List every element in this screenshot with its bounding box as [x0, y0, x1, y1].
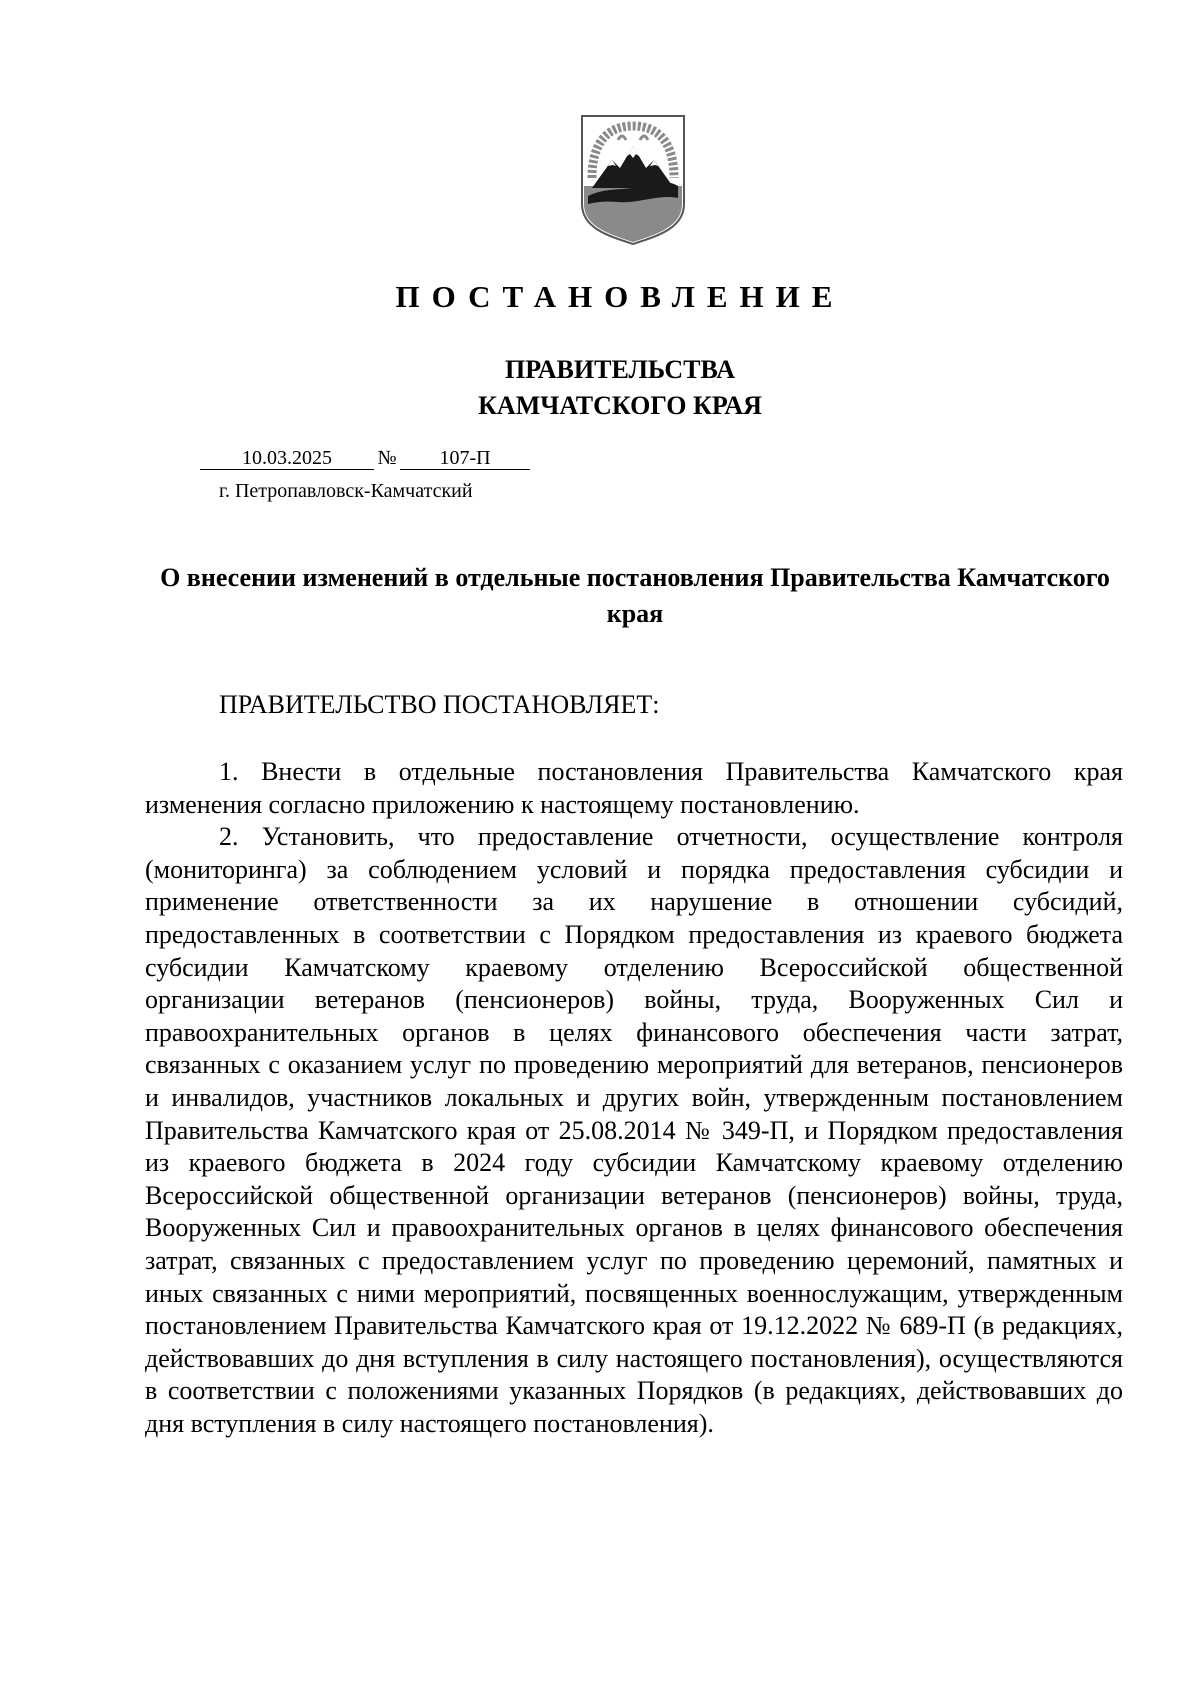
decree-call: ПРАВИТЕЛЬСТВО ПОСТАНОВЛЯЕТ:	[219, 690, 660, 719]
document-subject: О внесении изменений в отдельные постановления Правительства Камчатского края	[160, 563, 1110, 628]
document-city: г. Петропавловск-Камчатский	[219, 480, 473, 502]
authority-line-2: КАМЧАТСКОГО КРАЯ	[478, 391, 762, 420]
document-number: 107-П	[400, 447, 530, 470]
date-number-line	[200, 447, 530, 470]
document-body	[145, 756, 1123, 1440]
body-paragraph: 2. Установить, что предоставление отчетности, осуществление контроля (мониторинга) за соблюдением условий и порядка предоставления субсидии и применение ответственности за их нарушение в отношении субсидий, предоставленных в соответствии с Порядком предоставления из краевого бюджета субсидии Камчатскому краевому отделению Всероссийской общественной организации ветеранов (пенсионеров) войны, труда, Вооруженных Сил и правоохранительных органов в целях финансового обеспечения части затрат, связанных с оказанием услуг по проведению мероприятий для ветеранов, пенсионеров и инвалидов, участников локальных и других войн, утвержденным постановлением Правительства Камчатского края от 25.08.2014 № 349-П, и Порядком предоставления из краевого бюджета в 2024 году субсидии Камчатскому краевому отделению Всероссийской общественной организации ветеранов (пенсионеров) войны, труда, Вооруженных Сил и правоохранительных органов в целях финансового обеспечения затрат, связанных с предоставлением услуг по проведению церемоний, памятных и иных связанных с ними мероприятий, посвященных военнослужащим, утвержденным постановлением Правительства Камчатского края от 19.12.2022 № 689-П (в редакциях, действовавших до дня вступления в силу настоящего постановления), осуществляются в соответствии с положениями указанных Порядков (в редакциях, действовавших до дня вступления в силу настоящего постановления).	[145, 822, 1123, 1438]
body-paragraph: 1. Внести в отдельные постановления Правительства Камчатского края изменения согласно приложению к настоящему постановлению.	[145, 757, 1123, 819]
number-sign: №	[377, 447, 397, 469]
issuing-authority	[0, 352, 1200, 424]
kamchatka-coat-of-arms-icon	[578, 112, 688, 246]
authority-line-1: ПРАВИТЕЛЬСТВА	[505, 355, 735, 384]
document-type-title: ПОСТАНОВЛЕНИЕ	[395, 279, 845, 314]
document-date: 10.03.2025	[200, 447, 374, 470]
